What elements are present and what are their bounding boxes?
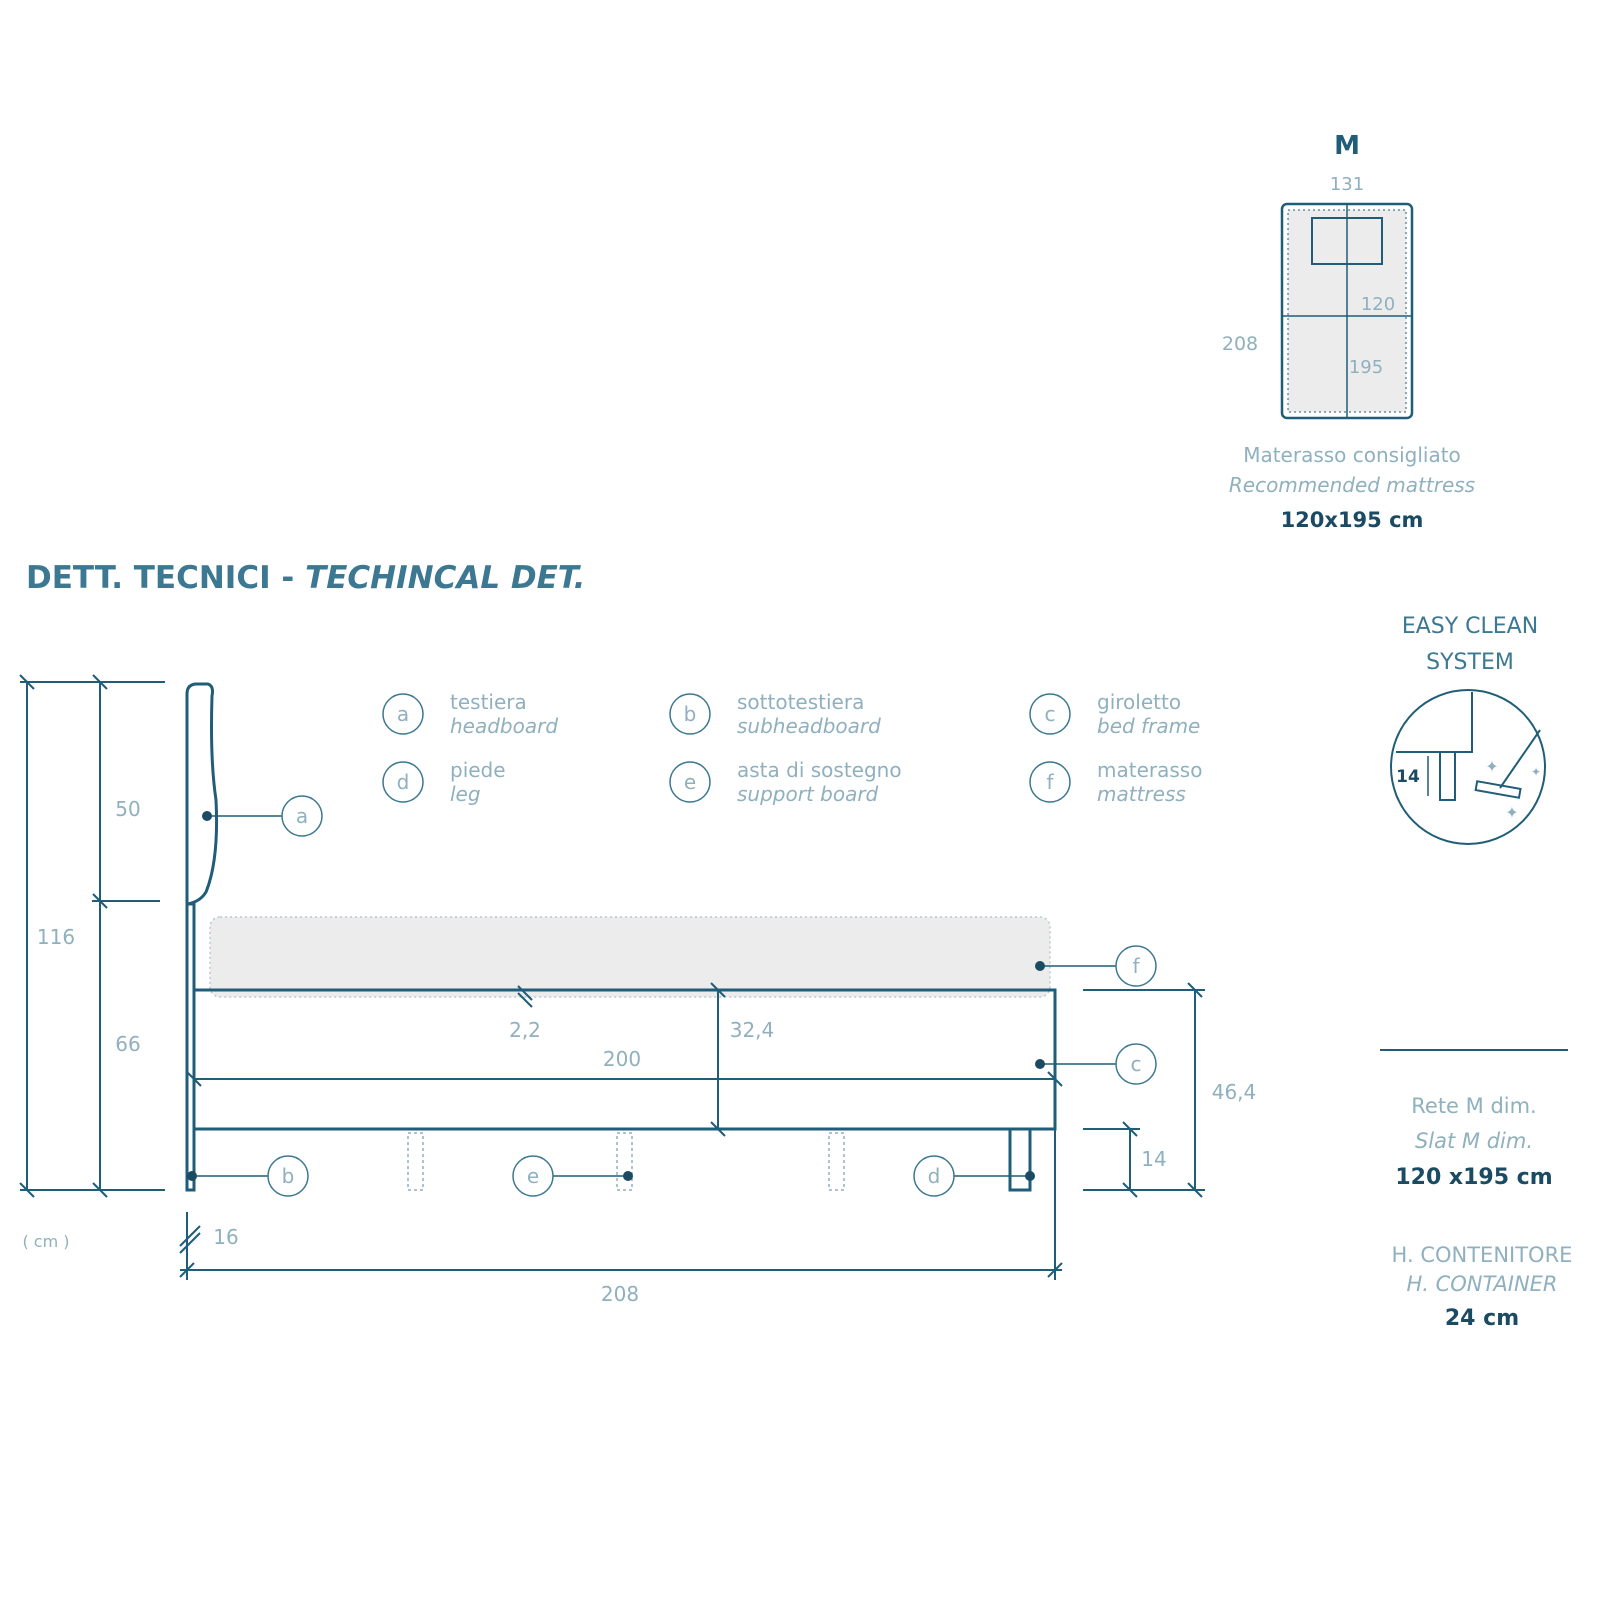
bed-drawing <box>20 675 1256 1306</box>
mattress-label-en: Recommended mattress <box>1228 473 1476 497</box>
container-label-en: H. CONTAINER <box>1406 1272 1558 1296</box>
dim-total-height: 116 <box>36 925 76 949</box>
easy-clean-frame-corner <box>1396 692 1472 752</box>
support-board <box>617 1133 632 1190</box>
dim-headboard-height: 50 <box>115 797 141 821</box>
support-board <box>829 1133 844 1190</box>
callout-point-a <box>202 811 212 821</box>
mattress-label-it: Materasso consigliato <box>1243 443 1461 467</box>
legend-label-en: support board <box>737 782 879 806</box>
callout-point-e <box>623 1171 633 1181</box>
easy-clean-line1: EASY CLEAN <box>1401 614 1539 639</box>
mattress-outer-length-label: 208 <box>1221 333 1259 355</box>
dim-total-length: 208 <box>600 1282 640 1306</box>
legend-marker-letter: b <box>683 702 697 726</box>
easy-clean-leg <box>1440 752 1455 800</box>
callout-point-c <box>1035 1059 1045 1069</box>
mattress-dimensions: 120x195 cm <box>1280 508 1424 532</box>
easy-clean-panel <box>1391 614 1545 844</box>
legend <box>383 690 1202 806</box>
specs-panel <box>1380 1050 1572 1331</box>
legend-label-en: headboard <box>450 714 559 738</box>
dim-inner-length: 200 <box>602 1047 642 1071</box>
container-label-it: H. CONTENITORE <box>1391 1243 1573 1267</box>
legend-label-en: bed frame <box>1097 714 1201 738</box>
mattress-shape <box>210 917 1050 997</box>
sparkle-icon-2: ✦ <box>1530 765 1542 779</box>
legend-marker-letter: e <box>683 770 697 794</box>
mop-handle <box>1500 730 1540 788</box>
callout-letter-f: f <box>1132 954 1140 978</box>
callout-point-d <box>1025 1171 1035 1181</box>
mattress-panel <box>1222 131 1475 532</box>
callout-letter-a: a <box>295 804 309 828</box>
size-letter: M <box>1334 131 1360 161</box>
legend-label-it: giroletto <box>1097 690 1182 714</box>
support-board <box>408 1133 423 1190</box>
easy-clean-clearance: 14 <box>1396 767 1420 787</box>
legend-marker-letter: f <box>1046 770 1054 794</box>
callout-letter-e: e <box>526 1164 540 1188</box>
mattress-outer-width-label: 131 <box>1329 174 1365 195</box>
slat-label-it: Rete M dim. <box>1411 1094 1537 1118</box>
slat-label-en: Slat M dim. <box>1414 1129 1534 1153</box>
container-dimensions: 24 cm <box>1444 1306 1520 1331</box>
legend-label-en: mattress <box>1097 782 1186 806</box>
bed-leg <box>1010 1129 1030 1190</box>
callout-point-b <box>187 1171 197 1181</box>
headboard-shape <box>187 684 217 904</box>
mattress-inner-length-label: 195 <box>1348 357 1384 378</box>
sparkle-icon-3: ✦ <box>1505 803 1519 822</box>
sparkle-icon: ✦ <box>1485 757 1499 776</box>
legend-label-it: materasso <box>1097 758 1203 782</box>
callout-letter-c: c <box>1130 1052 1142 1076</box>
legend-marker-letter: d <box>396 770 410 794</box>
callout-letter-b: b <box>281 1164 295 1188</box>
legend-label-en: subheadboard <box>737 714 881 738</box>
easy-clean-line2: SYSTEM <box>1426 650 1514 675</box>
mattress-inner-width-label: 120 <box>1360 294 1396 315</box>
dim-headboard-thickness: 16 <box>213 1225 239 1249</box>
legend-label-it: testiera <box>450 690 527 714</box>
heading-main: DETT. TECNICI - <box>26 560 295 596</box>
dim-mattress-gap: 2,2 <box>509 1018 541 1042</box>
dim-unit: ( cm ) <box>22 1232 70 1251</box>
mop-head <box>1476 781 1521 798</box>
legend-label-it: asta di sostegno <box>737 758 902 782</box>
legend-marker-letter: c <box>1044 702 1056 726</box>
slat-dimensions: 120 x195 cm <box>1395 1165 1553 1190</box>
heading-italic: TECHINCAL DET. <box>305 560 586 596</box>
dim-frame-height: 32,4 <box>729 1018 775 1042</box>
legend-label-it: piede <box>450 758 506 782</box>
callout-point-f <box>1035 961 1045 971</box>
dim-lower-height: 66 <box>115 1032 141 1056</box>
dim-leg-height: 14 <box>1141 1147 1167 1171</box>
legend-label-it: sottotestiera <box>737 690 865 714</box>
legend-marker-letter: a <box>396 702 410 726</box>
legend-label-en: leg <box>450 782 481 806</box>
dim-bed-height: 46,4 <box>1211 1080 1257 1104</box>
callout-letter-d: d <box>927 1164 941 1188</box>
